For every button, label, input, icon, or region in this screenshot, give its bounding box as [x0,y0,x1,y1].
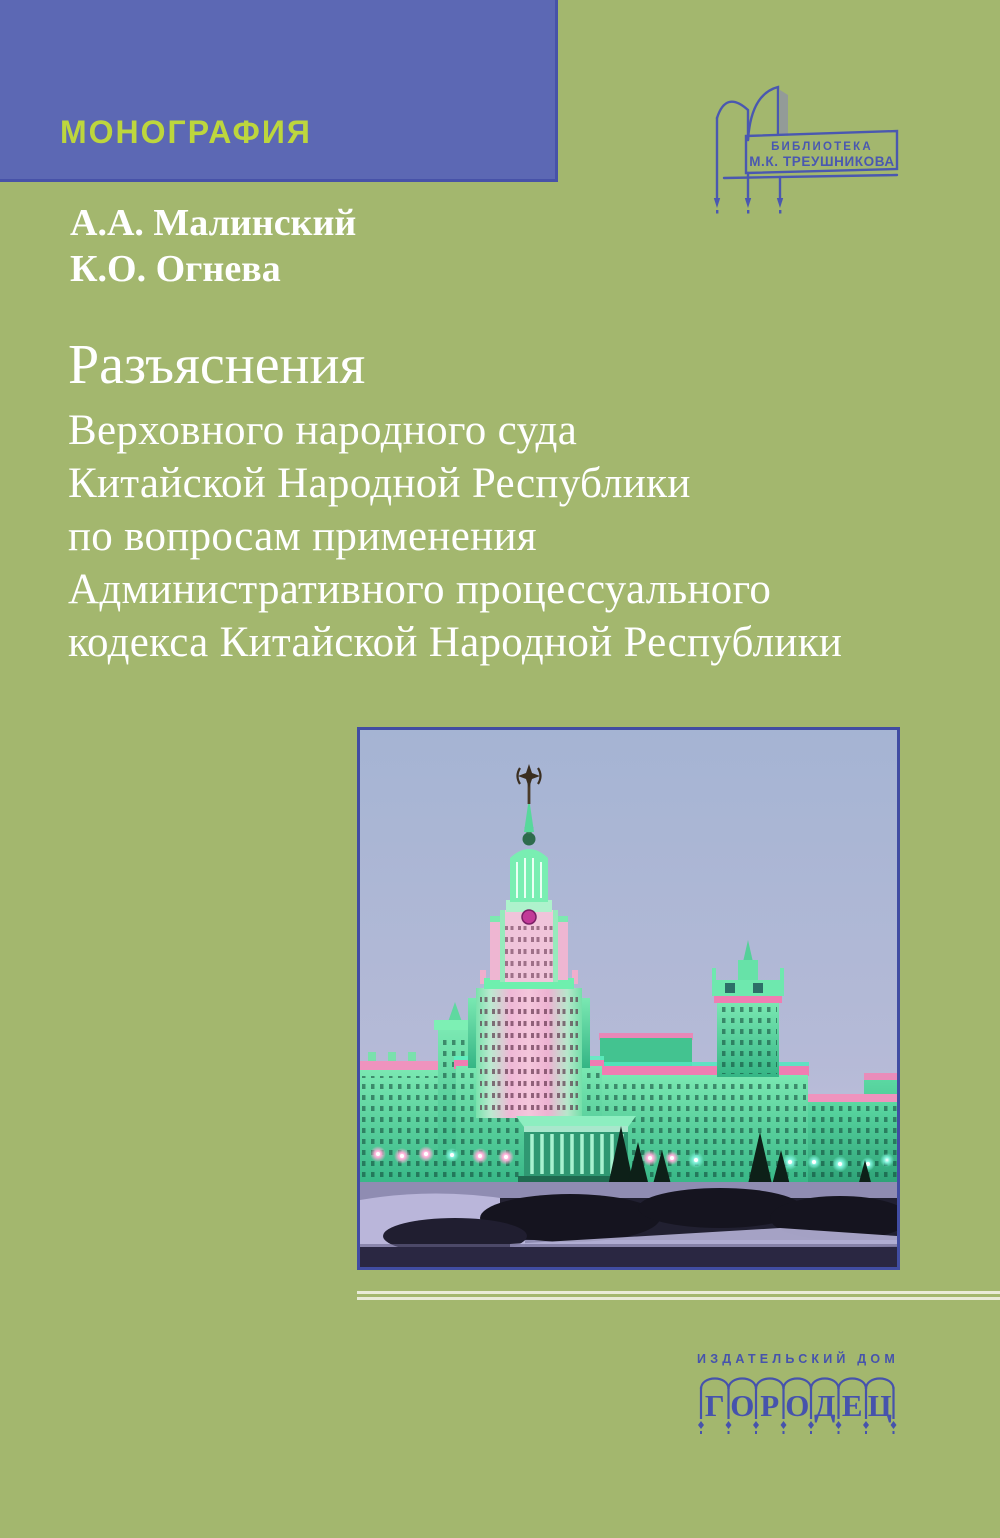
title-line: кодекса Китайской Народной Республики [68,619,843,666]
author-name: К.О. Огнева [70,248,281,290]
svg-text:Е: Е [841,1388,863,1423]
series-label: МОНОГРАФИЯ [60,114,312,150]
publisher-logo-gorodets [698,1371,898,1437]
svg-text:Р: Р [760,1388,780,1423]
badge-line2: М.К. ТРЕУШНИКОВА [749,154,895,169]
badge-underline [724,175,897,178]
authors-block [70,200,356,292]
svg-text:О: О [730,1388,755,1423]
library-badge [696,76,908,218]
svg-text:Г: Г [704,1388,725,1423]
title-block [68,334,842,669]
divider-rule-top [357,1291,1000,1294]
title-lead: Разъяснения [68,334,366,396]
svg-text:О: О [785,1388,810,1423]
series-banner [0,0,558,182]
open-book-icon [717,87,788,140]
title-line: по вопросам применения [68,513,537,560]
publisher-label: ИЗДАТЕЛЬСКИЙ ДОМ [697,1352,899,1366]
cover-photo [357,727,900,1270]
svg-text:Ц: Ц [867,1388,892,1423]
badge-line1: БИБЛИОТЕКА [771,141,873,153]
author-name: А.А. Малинский [70,202,357,244]
logo-letters [705,1388,892,1423]
msu-night-illustration [360,730,897,1267]
divider-rule-bottom [357,1297,1000,1300]
svg-text:Д: Д [814,1388,836,1423]
title-line: Административного процессуального [68,566,772,613]
title-line: Китайской Народной Республики [68,460,691,507]
title-line: Верховного народного суда [68,407,578,454]
photo-foreground [360,1182,897,1267]
